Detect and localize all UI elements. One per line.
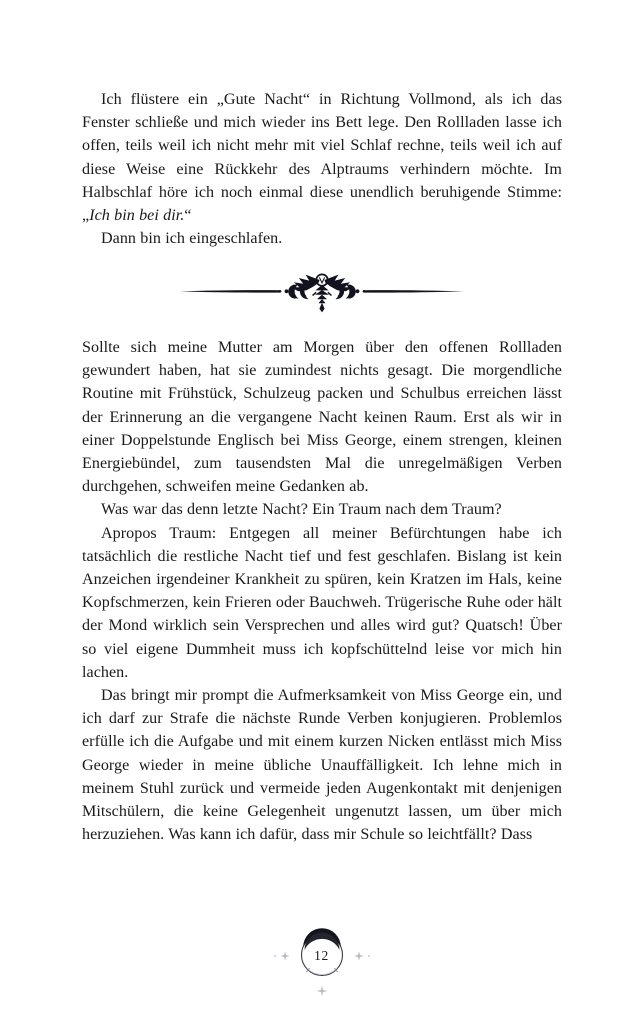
paragraph: Dann bin ich eingeschlafen. (101, 230, 283, 248)
page-text-column (82, 88, 562, 250)
page-number: 12 (314, 948, 329, 963)
paragraph: Was war das denn letzte Nacht? Ein Traum nach dem Traum? (101, 501, 502, 519)
paragraph: Das bringt mir prompt die Aufmerksamkeit von Miss George ein, und ich darf zur Strafe die nächste Runde Verben konjugieren. Problemlos erfülle ich die Aufgabe und mit einem kurzen Nicken entlässt mich Miss George wieder in meine übliche Unauffälligkeit. Ich lehne mich in meinem Stuhl zurück und vermeide jeden Augenkontakt mit denjenigen Mitschülern, die keine Gelegenheit ungenutzt lassen, um über mich herzuziehen. Was kann ich dafür, dass mir Schule so leichtfällt? Dass (82, 687, 562, 844)
paragraph-text-tail: “ (184, 207, 192, 225)
moon-circle-folio-ornament-icon (262, 924, 382, 1010)
paragraph (82, 88, 562, 227)
paragraph: Sollte sich meine Mutter am Morgen über den offenen Rollladen gewundert haben, hat sie zumindest nichts gesagt. Die morgendliche Routine mit Frühstück, Schulzeug packen und Schulbus erreichen lässt der Erinnerung an die vergangene Nacht keinen Raum. Erst als wir in einer Doppelstunde Englisch bei Miss George, einem strengen, kleinen Energiebündel, zum tausendsten Mal die unregelmäßigen Verben durchgehen, schweifen meine Gedanken ab. (82, 339, 562, 496)
paragraph: Apropos Traum: Entgegen all meiner Befürchtungen habe ich tatsächlich die restliche Nacht tief und fest geschlafen. Bislang ist kein Anzeichen irgendeiner Krankheit zu spüren, kein Kratzen im Hals, keine Kopfschmerzen, kein Frieren oder Bauchweh. Trügerische Ruhe oder hält der Mond wirklich sein Versprechen und alles wird gut? Quatsch! Über so viel eigene Dummheit muss ich kopfschüttelnd leise vor mich hin lachen. (82, 524, 562, 681)
folio-medallion (262, 924, 382, 1010)
page-footer (0, 924, 643, 1010)
section-divider-ornament (0, 262, 643, 320)
page-text-column-lower (82, 336, 562, 846)
italic-quote: Ich bin bei dir. (89, 207, 185, 225)
owl-with-moon-phases-divider-icon (172, 263, 472, 319)
paragraph-text: Ich flüstere ein „Gute Nacht“ in Richtung Vollmond, als ich das Fenster schließe und mich wieder ins Bett lege. Den Rollladen lasse ich offen, teils weil ich nicht mehr mit viel Schlaf rechne, teils weil ich auf diese Weise eine Rückkehr des Alptraums verhindern möchte. Im Halbschlaf höre ich noch einmal diese unendlich beruhigende Stimme: „ (82, 91, 562, 225)
